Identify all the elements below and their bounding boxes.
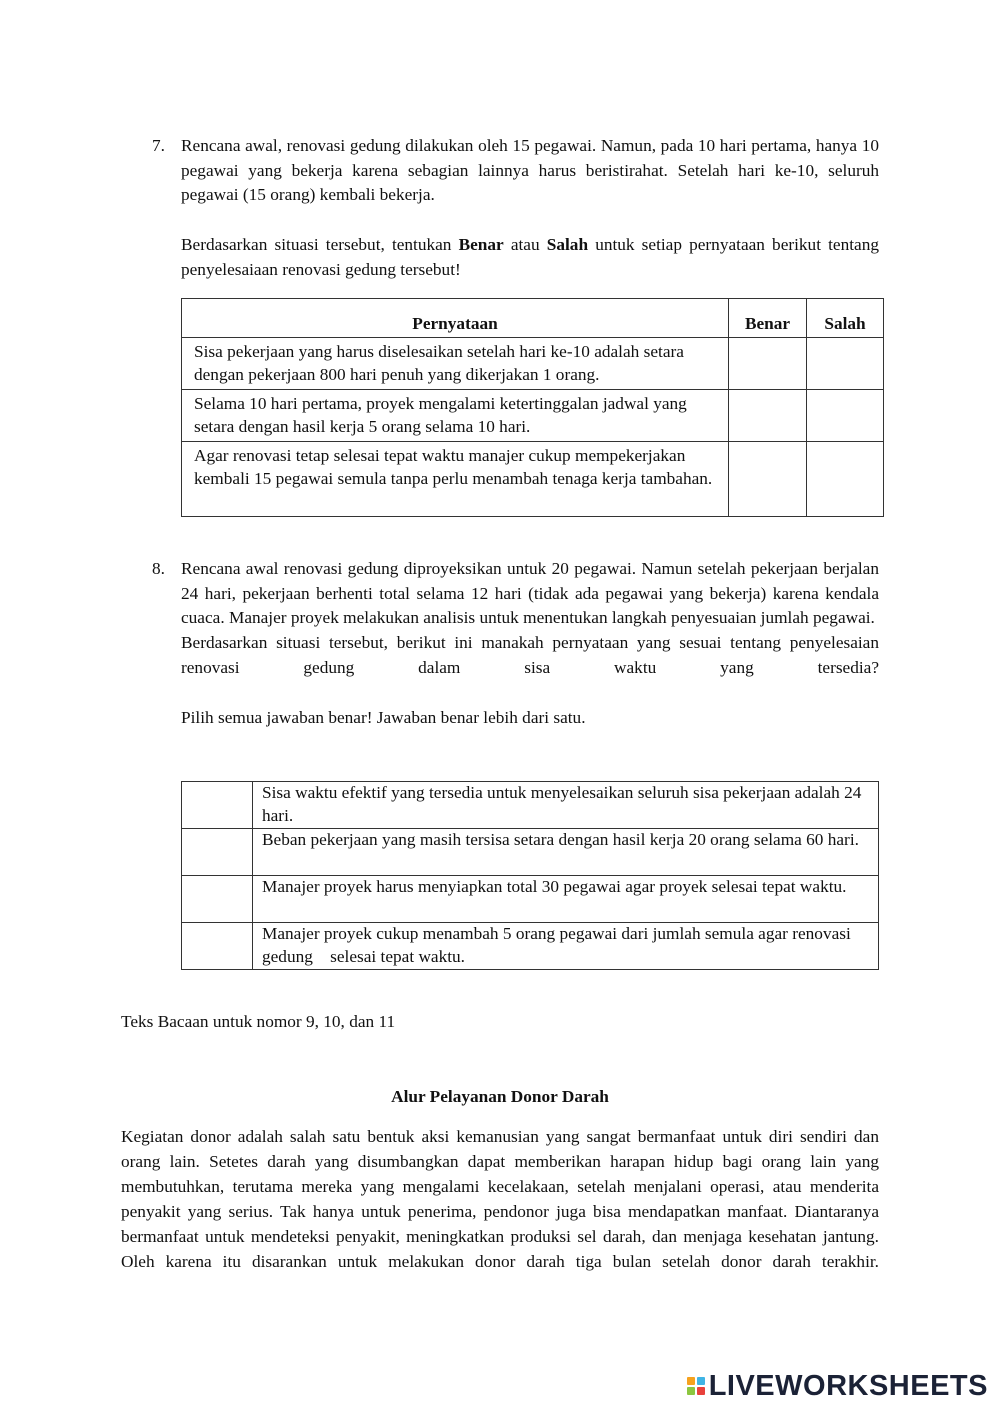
question-7-text: Rencana awal, renovasi gedung dilakukan oleh 15 pegawai. Namun, pada 10 hari pertama, hanya 10 pegawai yang bekerja karena sebagian lainnya harus beristirahat. Setelah hari ke-10, seluruh pegawai (15 orang) kembali bekerja. (181, 136, 879, 205)
benar-answer-cell[interactable] (729, 390, 807, 442)
salah-keyword: Salah (546, 235, 589, 255)
option-checkbox[interactable] (182, 829, 253, 876)
option-row (182, 923, 879, 970)
option-checkbox[interactable] (182, 782, 253, 829)
question-8-prompt: Berdasarkan situasi tersebut, berikut ini manakah pernyataan yang sesuai tentang penyelesaian renovasi gedung dalam sisa waktu yang tersedia? (181, 633, 879, 677)
header-benar: Benar (729, 299, 807, 338)
reading-paragraph: Kegiatan donor adalah salah satu bentuk aksi kemanusian yang sangat bermanfaat untuk diri sendiri dan orang lain. Setetes darah yang disumbangkan dapat memberikan harapan hidup bagi orang lain yang membutuhkan, terutama mereka yang mengalami kecelakaan, setelah menjalani operasi, atau menderita penyakit yang serius. Tak hanya untuk penerima, pendonor juga bisa mendapatkan manfaat. Diantaranya bermanfaat untuk mendeteksi penyakit, meningkatkan produksi sel darah, dan menjaga kesehatan jantung. Oleh karena itu disarankan untuk melakukan donor darah tiga bulan setelah donor darah terakhir. (121, 1127, 879, 1271)
true-false-table (181, 298, 884, 517)
table-header-row (182, 299, 884, 338)
option-row (182, 782, 879, 829)
question-7-instruction: Berdasarkan situasi tersebut, tentukan Benar atau Salah untuk setiap pernyataan berikut tentang penyelesaiaan renovasi gedung tersebut! (181, 235, 879, 279)
option-text: Sisa waktu efektif yang tersedia untuk menyelesaikan seluruh sisa pekerjaan adalah 24 hari. (253, 782, 879, 829)
table-row (182, 442, 884, 517)
reading-title: Alur Pelayanan Donor Darah (391, 1087, 609, 1106)
salah-answer-cell[interactable] (807, 442, 884, 517)
salah-answer-cell[interactable] (807, 338, 884, 390)
statement-cell: Selama 10 hari pertama, proyek mengalami ketertinggalan jadwal yang setara dengan hasil kerja 5 orang selama 10 hari. (182, 390, 729, 442)
question-8 (152, 557, 879, 730)
benar-keyword: Benar (458, 235, 504, 255)
reading-intro: Teks Bacaan untuk nomor 9, 10, dan 11 (121, 1012, 396, 1031)
table-row (182, 390, 884, 442)
logo-icon (687, 1377, 705, 1395)
statement-cell: Sisa pekerjaan yang harus diselesaikan setelah hari ke-10 adalah setara dengan pekerjaan 800 hari penuh yang dikerjakan 1 orang. (182, 338, 729, 390)
option-row (182, 829, 879, 876)
salah-answer-cell[interactable] (807, 390, 884, 442)
question-number: 7. (152, 136, 165, 155)
statement-cell: Agar renovasi tetap selesai tepat waktu manajer cukup mempekerjakan kembali 15 pegawai semula tanpa perlu menambah tenaga kerja tambahan. (182, 442, 729, 517)
option-checkbox[interactable] (182, 923, 253, 970)
table-row (182, 338, 884, 390)
multiple-choice-table (181, 781, 879, 970)
question-8-text: Rencana awal renovasi gedung diproyeksikan untuk 20 pegawai. Namun setelah pekerjaan berjalan 24 hari, pekerjaan berhenti total selama 12 hari (tidak ada pegawai yang bekerja) karena kendala cuaca. Manajer proyek melakukan analisis untuk menentukan langkah penyesuaian jumlah pegawai. (181, 559, 879, 628)
option-text: Manajer proyek cukup menambah 5 orang pegawai dari jumlah semula agar renovasi gedung selesai tepat waktu. (253, 923, 879, 970)
option-text: Manajer proyek harus menyiapkan total 30 pegawai agar proyek selesai tepat waktu. (253, 876, 879, 923)
option-text: Beban pekerjaan yang masih tersisa setara dengan hasil kerja 20 orang selama 60 hari. (253, 829, 879, 876)
question-8-instruction: Pilih semua jawaban benar! Jawaban benar lebih dari satu. (181, 707, 586, 727)
benar-answer-cell[interactable] (729, 442, 807, 517)
benar-answer-cell[interactable] (729, 338, 807, 390)
question-7 (152, 134, 879, 283)
logo-text: LIVEWORKSHEETS (708, 1370, 988, 1402)
header-salah: Salah (807, 299, 884, 338)
option-checkbox[interactable] (182, 876, 253, 923)
header-pernyataan: Pernyataan (182, 299, 729, 338)
liveworksheets-logo (687, 1370, 988, 1402)
option-row (182, 876, 879, 923)
question-number: 8. (152, 559, 165, 578)
